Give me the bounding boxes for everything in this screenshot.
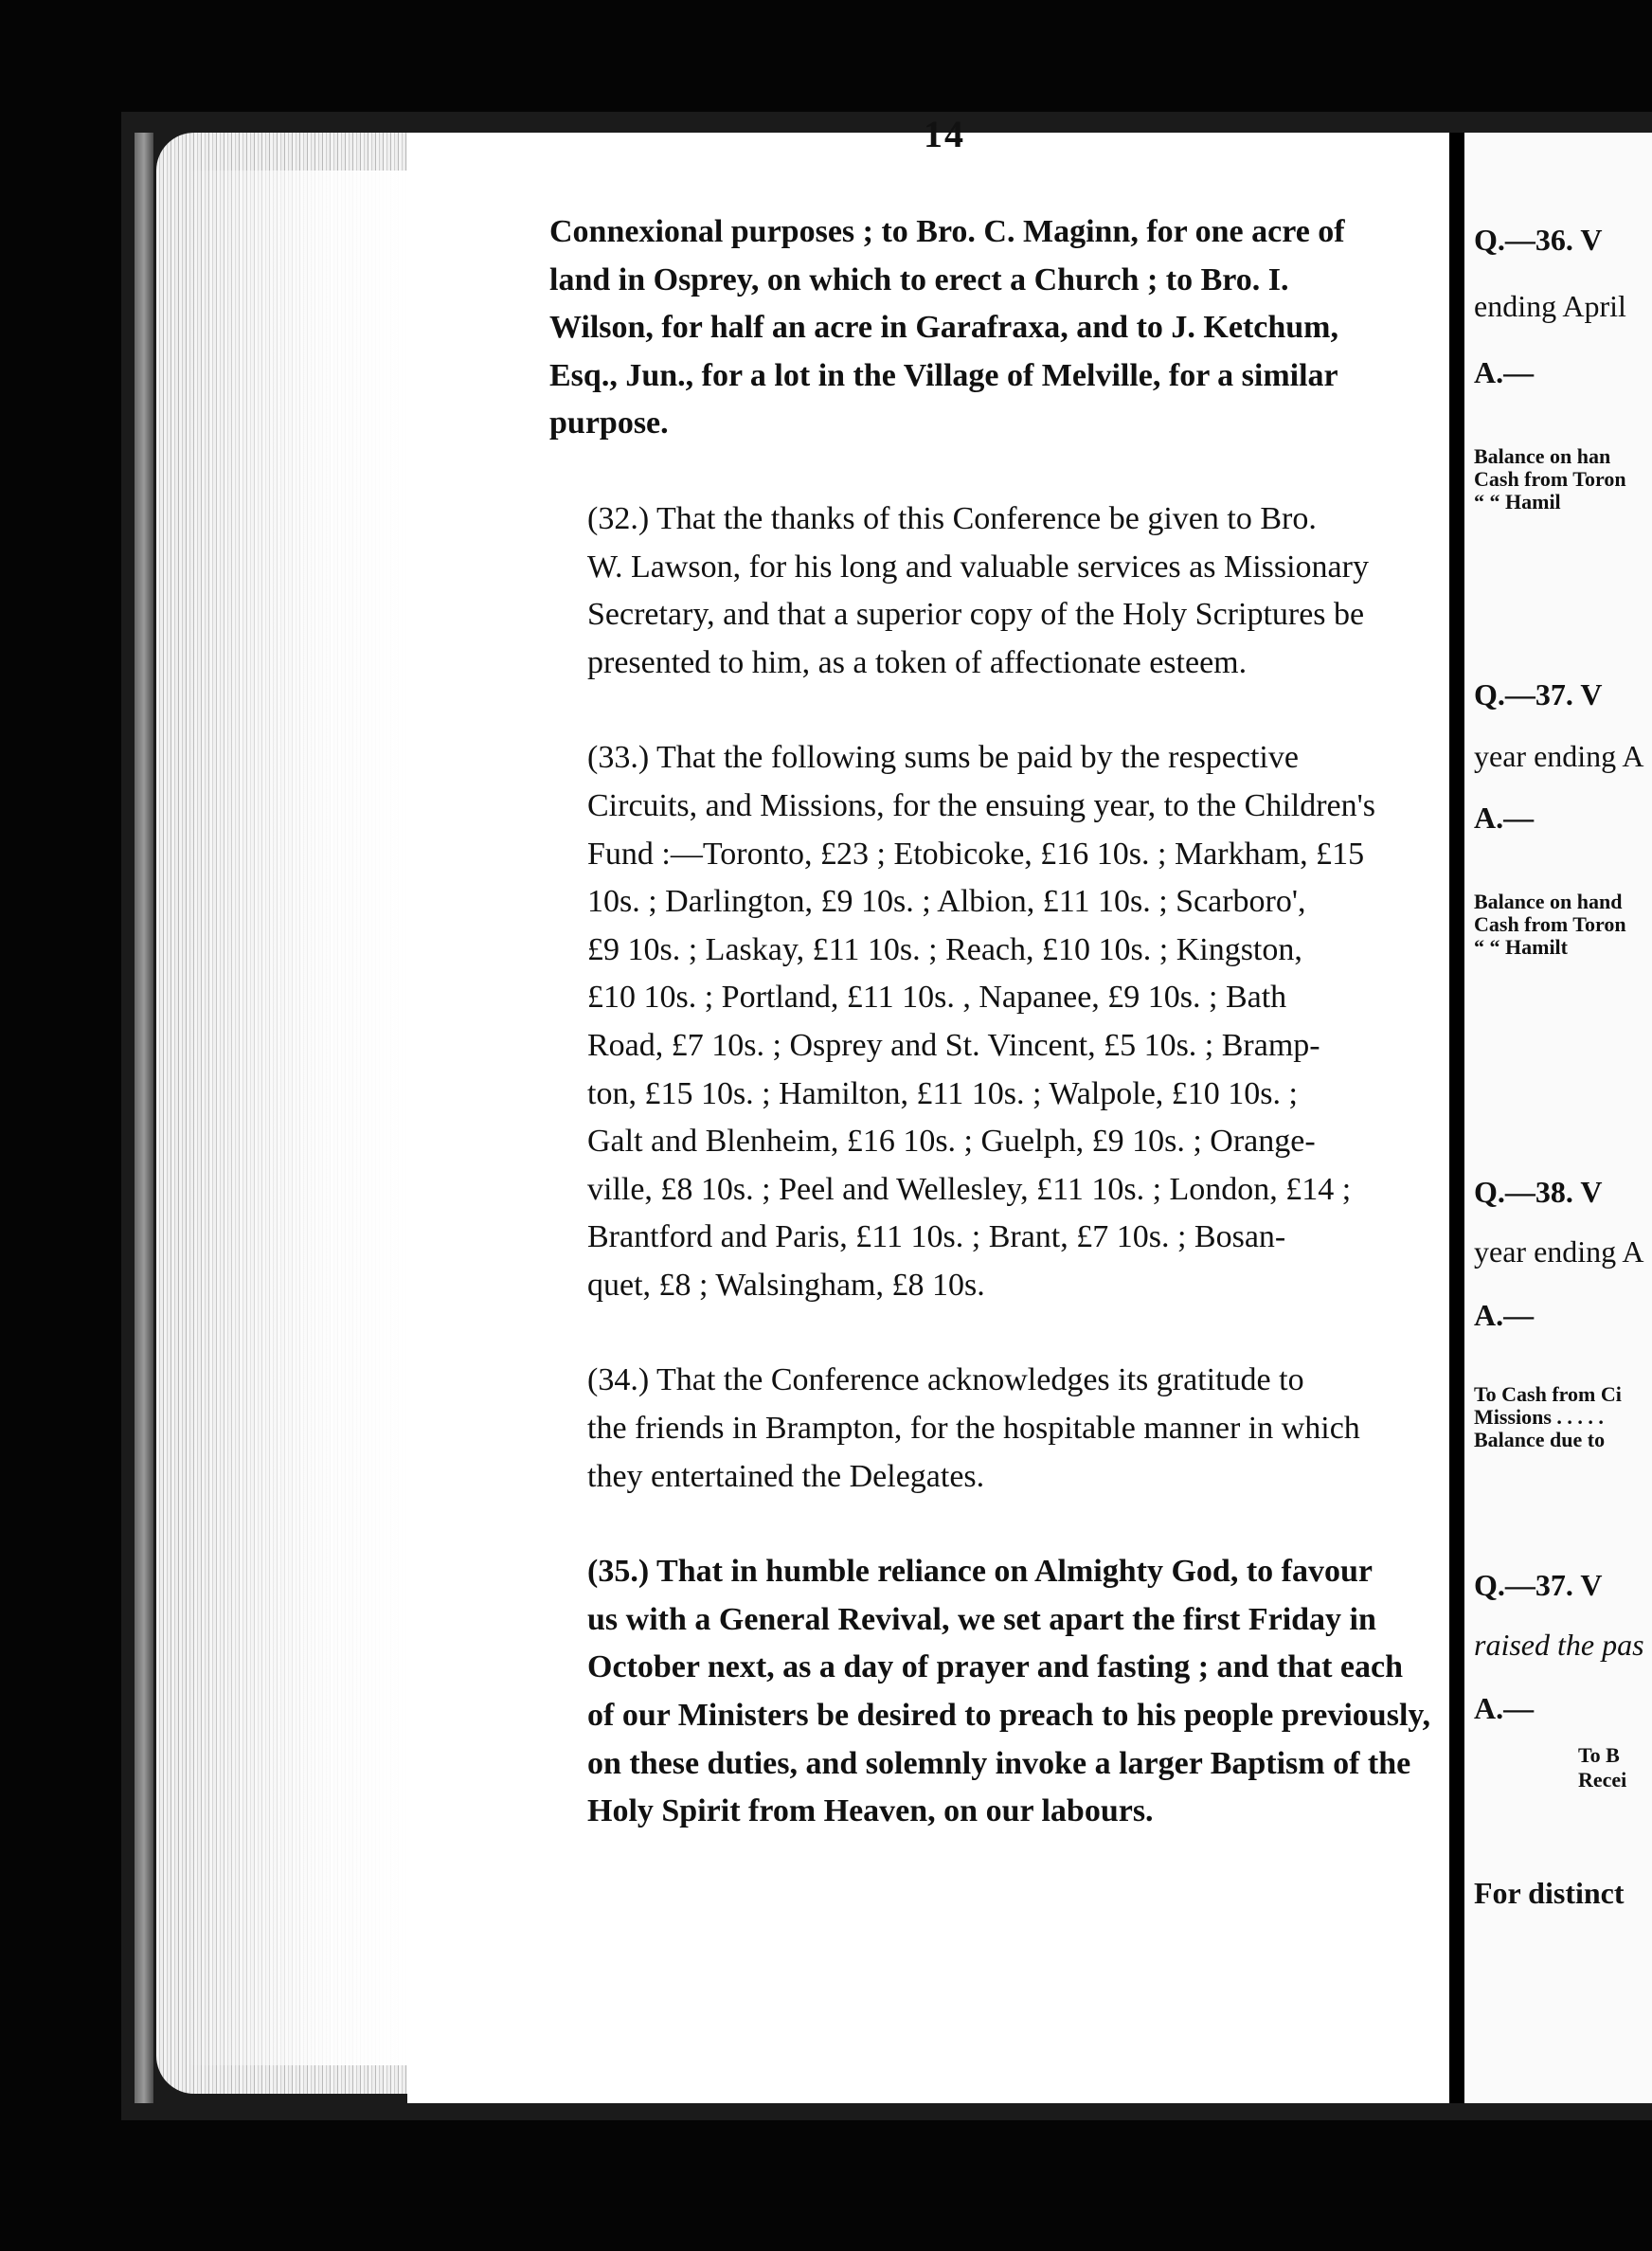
text-line: 10s. ; Darlington, £9 10s. ; Albion, £11 10s. ; Scarboro', bbox=[587, 884, 1306, 920]
question-37-b: Q.—37. V bbox=[1474, 1568, 1603, 1602]
paragraph-33 bbox=[549, 734, 1449, 1309]
paragraph-34 bbox=[549, 1357, 1449, 1501]
answer-label: A.— bbox=[1474, 355, 1535, 389]
text-line: ton, £15 10s. ; Hamilton, £11 10s. ; Walpole, £10 10s. ; bbox=[587, 1075, 1298, 1111]
question-38: Q.—38. V bbox=[1474, 1175, 1603, 1209]
question-37-b-text: raised the pas bbox=[1474, 1628, 1644, 1662]
page-stack-edge bbox=[156, 133, 412, 2094]
text-line: quet, £8 ; Walsingham, £8 10s. bbox=[587, 1267, 985, 1303]
text-line: Road, £7 10s. ; Osprey and St. Vincent, £5 10s. ; Bramp- bbox=[587, 1027, 1320, 1063]
right-page-fragment bbox=[1464, 133, 1652, 2103]
paragraph-35 bbox=[549, 1548, 1449, 1836]
text-line: Fund :—Toronto, £23 ; Etobicoke, £16 10s. ; Markham, £15 bbox=[587, 836, 1365, 872]
summary-line: Recei bbox=[1578, 1768, 1627, 1792]
text-line: us with a General Revival, we set apart the first Friday in bbox=[587, 1601, 1376, 1637]
summary-line: Cash from Toron bbox=[1474, 912, 1626, 936]
answer-label: A.— bbox=[1474, 1298, 1535, 1332]
book-cover-edge bbox=[135, 133, 153, 2103]
question-36: Q.—36. V bbox=[1474, 223, 1603, 257]
paragraph-32 bbox=[549, 495, 1449, 687]
text-line: (35.) That in humble reliance on Almighty God, to favour bbox=[587, 1554, 1373, 1590]
text-line: (33.) That the following sums be paid by the respective bbox=[587, 740, 1299, 776]
text-line: they entertained the Delegates. bbox=[587, 1458, 985, 1494]
text-line: ville, £8 10s. ; Peel and Wellesley, £11 10s. ; London, £14 ; bbox=[587, 1171, 1352, 1207]
summary-line: Balance on han bbox=[1474, 444, 1611, 468]
page-number: 14 bbox=[924, 113, 965, 155]
text-line: W. Lawson, for his long and valuable services as Missionary bbox=[587, 549, 1369, 585]
closing-line: For distinct bbox=[1474, 1876, 1625, 1910]
text-line: (32.) That the thanks of this Conference be given to Bro. bbox=[587, 500, 1317, 536]
text-line: (34.) That the Conference acknowledges its gratitude to bbox=[587, 1362, 1304, 1398]
text-line: Wilson, for half an acre in Garafraxa, and to J. Ketchum, bbox=[549, 310, 1338, 346]
book-gutter bbox=[1449, 133, 1464, 2103]
text-line: Secretary, and that a superior copy of the Holy Scriptures be bbox=[587, 597, 1365, 633]
summary-line: Missions . . . . . bbox=[1474, 1405, 1604, 1429]
text-line: on these duties, and solemnly invoke a larger Baptism of the bbox=[587, 1745, 1411, 1781]
summary-line: To Cash from Ci bbox=[1474, 1382, 1622, 1406]
summary-line: “ “ Hamil bbox=[1474, 490, 1561, 513]
paragraph-31-continuation bbox=[549, 208, 1449, 448]
page-body bbox=[549, 208, 1449, 1883]
text-line: purpose. bbox=[549, 405, 669, 441]
text-line: Galt and Blenheim, £16 10s. ; Guelph, £9 10s. ; Orange- bbox=[587, 1124, 1316, 1160]
text-line: Holy Spirit from Heaven, on our labours. bbox=[587, 1793, 1154, 1829]
summary-line: To B bbox=[1578, 1743, 1620, 1767]
text-line: Brantford and Paris, £11 10s. ; Brant, £7 10s. ; Bosan- bbox=[587, 1219, 1286, 1255]
summary-line: Balance on hand bbox=[1474, 890, 1623, 913]
text-line: Circuits, and Missions, for the ensuing year, to the Children's bbox=[587, 787, 1375, 823]
summary-line: Cash from Toron bbox=[1474, 467, 1626, 491]
text-line: October next, as a day of prayer and fasting ; and that each bbox=[587, 1649, 1404, 1685]
question-37-text: year ending A bbox=[1474, 739, 1644, 773]
answer-label: A.— bbox=[1474, 1691, 1535, 1725]
answer-label: A.— bbox=[1474, 801, 1535, 835]
text-line: presented to him, as a token of affectionate esteem. bbox=[587, 644, 1248, 680]
text-line: the friends in Brampton, for the hospitable manner in which bbox=[587, 1411, 1360, 1447]
text-line: of our Ministers be desired to preach to his people previously, bbox=[587, 1698, 1431, 1734]
summary-line: Balance due to bbox=[1474, 1428, 1606, 1451]
text-line: Esq., Jun., for a lot in the Village of Melville, for a similar bbox=[549, 357, 1338, 393]
summary-line: “ “ Hamilt bbox=[1474, 935, 1568, 959]
question-38-text: year ending A bbox=[1474, 1234, 1644, 1269]
question-37: Q.—37. V bbox=[1474, 677, 1603, 711]
text-line: Connexional purposes ; to Bro. C. Maginn, for one acre of bbox=[549, 214, 1345, 249]
text-line: £9 10s. ; Laskay, £11 10s. ; Reach, £10 10s. ; Kingston, bbox=[587, 931, 1302, 967]
text-line: land in Osprey, on which to erect a Church ; to Bro. I. bbox=[549, 261, 1289, 297]
text-line: £10 10s. ; Portland, £11 10s. , Napanee, £9 10s. ; Bath bbox=[587, 980, 1287, 1016]
question-36-text: ending April bbox=[1474, 289, 1626, 323]
